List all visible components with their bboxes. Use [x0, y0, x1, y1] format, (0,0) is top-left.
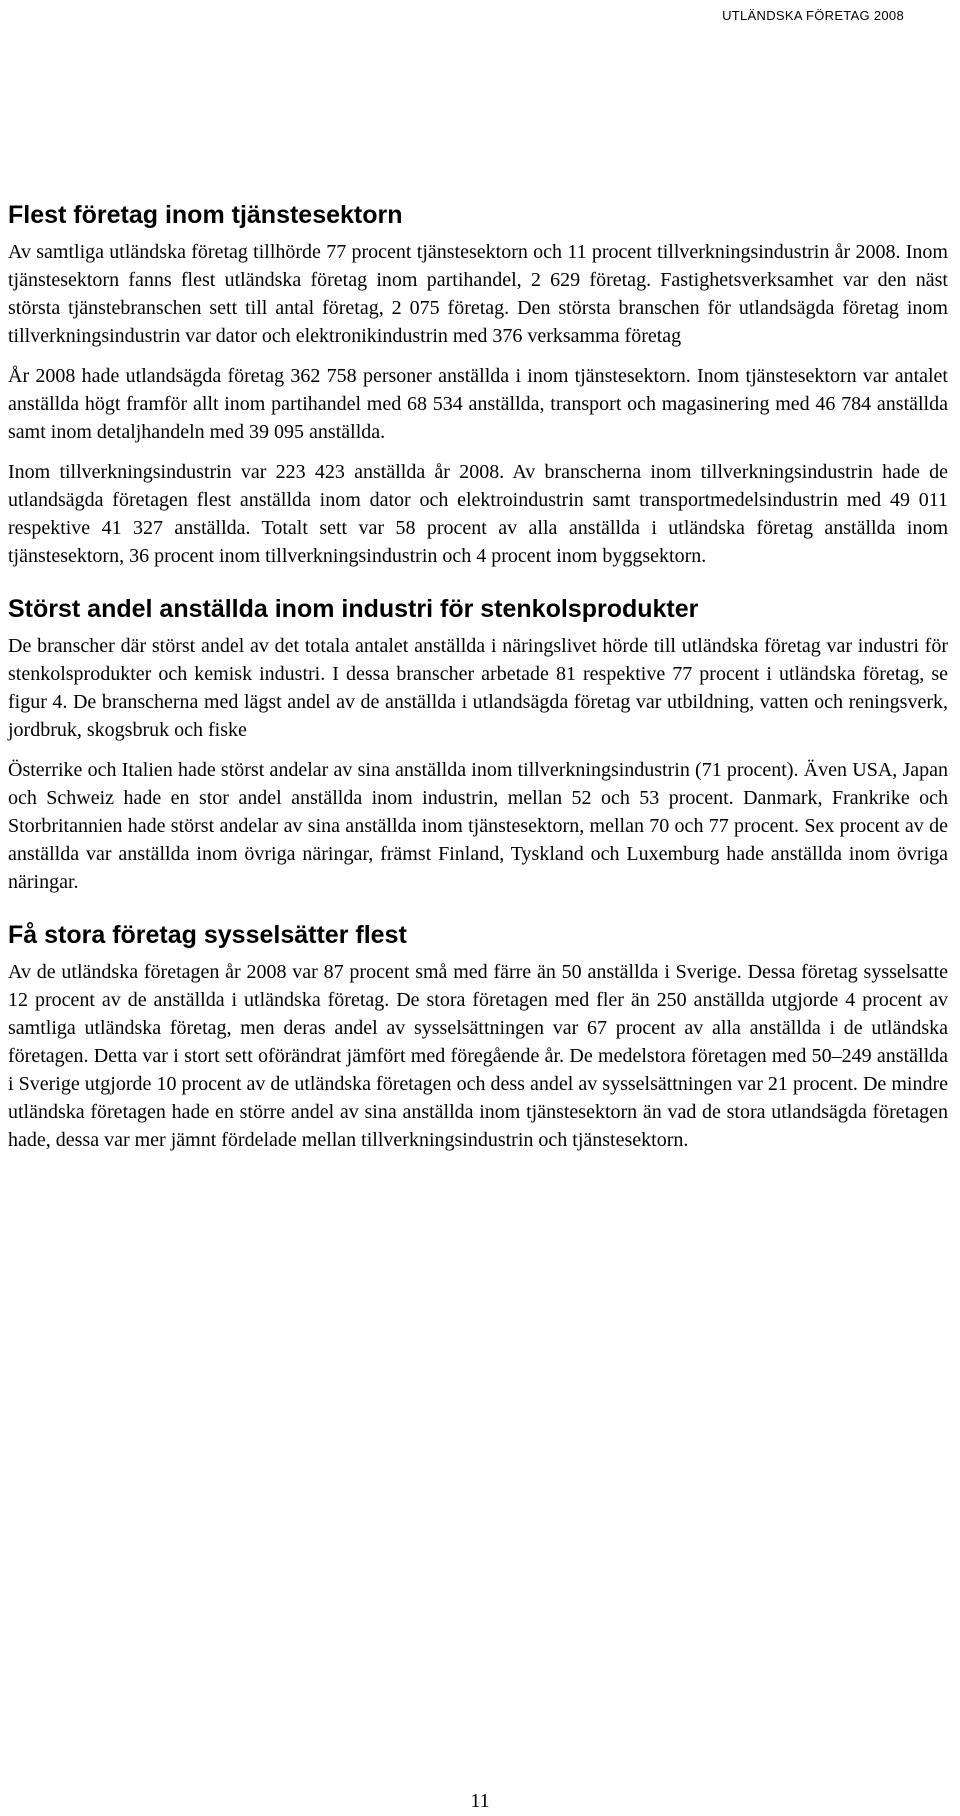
section-large-companies	[8, 920, 948, 1154]
paragraph: Inom tillverkningsindustrin var 223 423 anställda år 2008. Av branscherna inom tillverkningsindustrin hade de utlandsägda företagen flest anställda inom dator och elektroindustrin samt transportmedelsindustrin med 49 011 respektive 41 327 anställda. Totalt sett var 58 procent av alla anställda i utländska företag anställda inom tjänstesektorn, 36 procent inom tillverkningsindustrin och 4 procent inom byggsektorn.	[8, 461, 948, 567]
paragraph: Av samtliga utländska företag tillhörde 77 procent tjänstesektorn och 11 procent tillverkningsindustrin år 2008. Inom tjänstesektorn fanns flest utländska företag inom partihandel, 2 629 företag. Fastighetsverksamhet var den näst största tjänstebranschen sett till antal företag, 2 075 företag. Den största branschen för utlandsägda företag inom tillverkningsindustrin var dator och elektronikindustrin med 376 verksamma företag	[8, 241, 948, 347]
section-heading: Flest företag inom tjänstesektorn	[8, 201, 403, 229]
running-header: UTLÄNDSKA FÖRETAG 2008	[722, 8, 904, 23]
paragraph: År 2008 hade utlandsägda företag 362 758 personer anställda i inom tjänstesektorn. Inom tjänstesektorn var antalet anställda högt framför allt inom partihandel med 68 534 anställda, transport och magasinering med 46 784 anställda samt inom detaljhandeln med 39 095 anställda.	[8, 365, 948, 443]
paragraph: Österrike och Italien hade störst andelar av sina anställda inom tillverkningsindustrin (71 procent). Även USA, Japan och Schweiz hade en stor andel anställda inom industrin, mellan 52 och 53 procent. Danmark, Frankrike och Storbritannien hade störst andelar av sina anställda inom tjänstesektorn, mellan 70 och 77 procent. Sex procent av de anställda var anställda inom övriga näringar, främst Finland, Tyskland och Luxemburg hade anställda inom övriga näringar.	[8, 759, 948, 893]
section-heading: Få stora företag sysselsätter flest	[8, 921, 407, 949]
section-services	[8, 200, 948, 570]
paragraph: Av de utländska företagen år 2008 var 87 procent små med färre än 50 anställda i Sverige. Dessa företag sysselsatte 12 procent av de anställda i utländska företag. De stora företagen med fler än 250 anställda utgjorde 4 procent av samtliga utländska företag, men deras andel av sysselsättningen var 67 procent av alla anställda i de utländska företagen. Detta var i stort sett oförändrat jämfört med föregående år. De medelstora företagen med 50–249 anställda i Sverige utgjorde 10 procent av de utländska företagen och dess andel av sysselsättningen var 21 procent. De mindre utländska företagen hade en större andel av sina anställda inom tjänstesektorn än vad de stora utlandsägda företagen hade, dessa var mer jämnt fördelade mellan tillverkningsindustrin och tjänstesektorn.	[8, 961, 948, 1151]
document-body	[8, 200, 948, 1154]
page-number: 11	[470, 1790, 490, 1812]
paragraph: De branscher där störst andel av det totala antalet anställda i näringslivet hörde till utländska företag var industri för stenkolsprodukter och kemisk industri. I dessa branscher arbetade 81 respektive 77 procent i utländska företag, se figur 4. De branscherna med lägst andel av de anställda i utlandsägda företag var utbildning, vatten och reningsverk, jordbruk, skogsbruk och fiske	[8, 635, 948, 741]
section-coal-industry	[8, 594, 948, 896]
section-heading: Störst andel anställda inom industri för stenkolsprodukter	[8, 595, 699, 623]
